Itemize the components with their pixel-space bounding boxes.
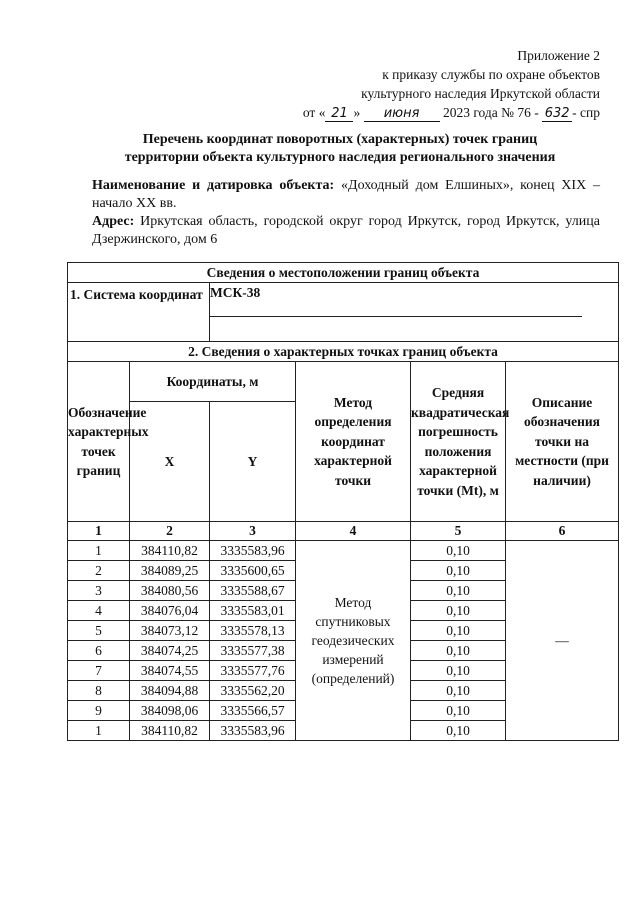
object-address-label: Адрес:: [92, 214, 135, 229]
error-value: 0,10: [411, 541, 506, 561]
date-quote: »: [353, 105, 361, 120]
section-points-header: 2. Сведения о характерных точках границ объекта: [68, 342, 619, 362]
object-name-label: Наименование и датировка объекта:: [92, 178, 335, 193]
coord-y: 3335588,67: [210, 581, 296, 601]
appendix-title: Приложение 2: [517, 48, 600, 63]
column-number: 2: [130, 522, 210, 541]
object-address-value: Иркутская область, городской округ город Иркутск, город Иркутск, улица Дзержинского, дом 6: [92, 214, 600, 247]
col-header-method: Метод определения координат характерной точки: [296, 362, 411, 522]
error-value: 0,10: [411, 601, 506, 621]
coord-x: 384094,88: [130, 681, 210, 701]
column-number: 5: [411, 522, 506, 541]
coordinate-system-cell: [210, 283, 619, 342]
error-value: 0,10: [411, 721, 506, 741]
coordinate-system-label: 1. Система координат: [68, 283, 210, 342]
appendix-order-line: к приказу службы по охране объектов: [382, 67, 600, 82]
column-number: 1: [68, 522, 130, 541]
coord-y: 3335583,96: [210, 721, 296, 741]
coordinate-system-value: МСК-38: [210, 285, 261, 300]
coord-y: 3335577,38: [210, 641, 296, 661]
point-id: 9: [68, 701, 130, 721]
appendix-date-line: [260, 103, 600, 122]
error-value: 0,10: [411, 681, 506, 701]
point-id: 1: [68, 721, 130, 741]
order-suffix: - спр: [572, 105, 600, 120]
handwritten-month: июня: [364, 107, 440, 122]
coord-y: 3335578,13: [210, 621, 296, 641]
coord-y: 3335600,65: [210, 561, 296, 581]
coord-x: 384074,25: [130, 641, 210, 661]
document-title: [60, 131, 620, 167]
title-line-1: Перечень координат поворотных (характерных) точек границ: [142, 132, 538, 147]
coord-x: 384089,25: [130, 561, 210, 581]
column-number: 3: [210, 522, 296, 541]
point-id: 6: [68, 641, 130, 661]
object-name: [92, 177, 600, 213]
method-cell: Метод спутниковых геодезических измерений (определений): [296, 541, 411, 741]
coord-x: 384073,12: [130, 621, 210, 641]
error-value: 0,10: [411, 661, 506, 681]
error-value: 0,10: [411, 581, 506, 601]
coord-x: 384098,06: [130, 701, 210, 721]
table-row: [68, 541, 619, 561]
coord-y: 3335583,01: [210, 601, 296, 621]
year-text: 2023 года № 76 -: [442, 105, 539, 120]
col-header-coordinates: Координаты, м: [130, 362, 296, 402]
coord-y: 3335577,76: [210, 661, 296, 681]
col-header-error: Средняя квадратическая погрешность положения характерной точки (Mt), м: [411, 362, 506, 522]
handwritten-day: 21: [325, 107, 353, 122]
coord-x: 384110,82: [130, 541, 210, 561]
column-number: 4: [296, 522, 411, 541]
handwritten-number: 632: [542, 107, 572, 122]
coord-x: 384076,04: [130, 601, 210, 621]
object-address: [92, 213, 600, 249]
coordinate-system-underline: [210, 301, 582, 317]
point-id: 3: [68, 581, 130, 601]
error-value: 0,10: [411, 641, 506, 661]
column-number: 6: [506, 522, 619, 541]
point-id: 8: [68, 681, 130, 701]
section-location-header: Сведения о местоположении границ объекта: [68, 263, 619, 283]
coord-y: 3335583,96: [210, 541, 296, 561]
date-prefix: от «: [302, 105, 326, 120]
coord-x: 384080,56: [130, 581, 210, 601]
error-value: 0,10: [411, 701, 506, 721]
error-value: 0,10: [411, 561, 506, 581]
coord-y: 3335566,57: [210, 701, 296, 721]
point-id: 7: [68, 661, 130, 681]
coordinates-table: [67, 262, 619, 741]
coord-x: 384110,82: [130, 721, 210, 741]
col-header-y: Y: [210, 402, 296, 522]
description-cell: —: [506, 541, 619, 741]
col-header-x: X: [130, 402, 210, 522]
col-header-description: Описание обозначения точки на местности (при наличии): [506, 362, 619, 522]
coord-y: 3335562,20: [210, 681, 296, 701]
appendix-block: [260, 46, 600, 122]
error-value: 0,10: [411, 621, 506, 641]
object-name-value: «Доходный дом Елшиных», конец XIX – начало XX вв.: [92, 178, 601, 211]
appendix-authority-line: культурного наследия Иркутской области: [361, 86, 600, 101]
point-id: 5: [68, 621, 130, 641]
title-line-2: территории объекта культурного наследия регионального значения: [124, 150, 556, 165]
point-id: 1: [68, 541, 130, 561]
coord-x: 384074,55: [130, 661, 210, 681]
point-id: 2: [68, 561, 130, 581]
col-header-designation: Обозначение характерных точек границ: [68, 362, 130, 522]
point-id: 4: [68, 601, 130, 621]
